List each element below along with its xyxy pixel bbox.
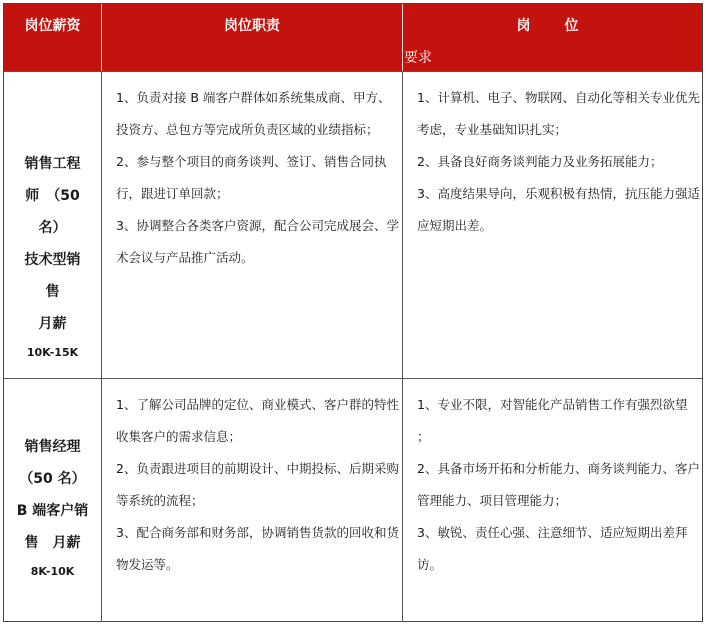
position-name-line: 销售经理 xyxy=(24,439,81,455)
position-name-line: 师 （50 xyxy=(25,188,80,204)
position-name xyxy=(4,148,101,366)
position-name-line: 销售工程 xyxy=(24,156,81,172)
header-salary-label: 岗位薪资 xyxy=(24,18,81,34)
duties-cell xyxy=(102,72,403,378)
position-name-line: B 端客户销 xyxy=(16,503,89,519)
position-cell xyxy=(4,379,102,622)
position-name xyxy=(4,431,101,585)
requirement-item: 2、具备市场开拓和分析能力、商务谈判能力、客户管理能力、项目管理能力； xyxy=(417,461,700,508)
salary-range: 8K-10K xyxy=(30,565,75,578)
header-requirements-cell xyxy=(403,4,702,71)
requirement-item: 1、专业不限，对智能化产品销售工作有强烈欲望 ； xyxy=(417,397,688,444)
position-name-line: 技术型销 xyxy=(24,252,81,268)
duty-item: 2、参与整个项目的商务谈判、签订、销售合同执行，跟进订单回款； xyxy=(116,154,387,201)
requirements-cell xyxy=(403,72,702,378)
table-row xyxy=(4,378,702,622)
duty-item: 1、负责对接 B 端客户群体如系统集成商、甲方、投资方、总包方等完成所负责区域的业绩指标； xyxy=(116,90,391,137)
position-cell xyxy=(4,72,102,378)
position-name-line: 售 xyxy=(45,284,60,300)
position-name-line: 名） xyxy=(38,220,67,236)
position-name-line: 月薪 xyxy=(38,316,67,332)
requirement-item: 1、计算机、电子、物联网、自动化等相关专业优先考虑，专业基础知识扎实； xyxy=(417,90,700,137)
header-salary-cell xyxy=(4,4,102,71)
table-row xyxy=(4,71,702,378)
position-name-line: 售 月薪 xyxy=(24,535,81,551)
position-name-line: （50 名） xyxy=(19,471,86,487)
salary-range: 10K-15K xyxy=(26,346,79,359)
header-duties-cell xyxy=(102,4,403,71)
duty-item: 3、配合商务部和财务部，协调销售货款的回收和货物发运等。 xyxy=(116,525,399,572)
requirement-item: 3、敏锐、责任心强、注意细节、适应短期出差拜访。 xyxy=(417,525,688,572)
header-requirements-label-cont: 要求 xyxy=(404,50,432,66)
header-duties-label: 岗位职责 xyxy=(224,18,280,34)
duty-item: 3、协调整合各类客户资源，配合公司完成展会、学术会议与产品推广活动。 xyxy=(116,218,399,265)
duties-cell xyxy=(102,379,403,622)
table-header xyxy=(4,4,702,71)
header-requirements-label: 岗 位 xyxy=(516,18,589,34)
requirements-cell xyxy=(403,379,702,622)
duty-item: 1、了解公司品牌的定位、商业模式、客户群的特性收集客户的需求信息； xyxy=(116,397,399,444)
requirement-item: 3、高度结果导向，乐观积极有热情，抗压能力强适应短期出差。 xyxy=(417,186,700,233)
job-table xyxy=(3,3,703,622)
duty-item: 2、负责跟进项目的前期设计、中期投标、后期采购等系统的流程； xyxy=(116,461,399,508)
requirement-item: 2、具备良好商务谈判能力及业务拓展能力； xyxy=(417,154,663,169)
